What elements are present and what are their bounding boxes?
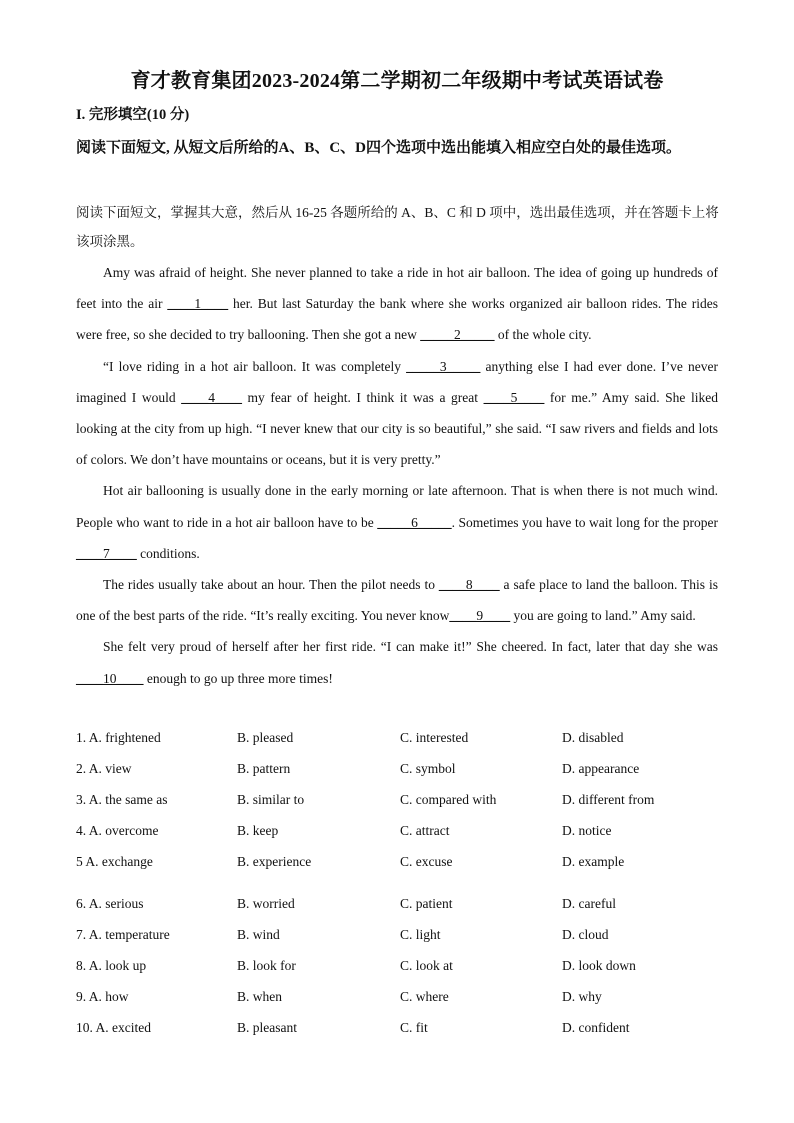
text: enough to go up three more times!	[143, 670, 333, 686]
option-a: 8. A. look up	[76, 958, 147, 973]
text: “I love riding in a hot air balloon. It was completely	[103, 358, 407, 374]
option-d: D. different from	[562, 792, 655, 807]
option-b: B. pleasant	[237, 1020, 297, 1035]
option-a: 2. A. view	[76, 761, 132, 776]
option-row-3	[76, 788, 736, 819]
cloze-passage	[76, 257, 718, 694]
option-row-7	[76, 923, 736, 954]
option-c: C. interested	[400, 730, 469, 745]
option-c: C. patient	[400, 896, 453, 911]
instruction: 阅读下面短文，掌握其大意，然后从 16-25 各题所给的 A、B、C 和 D 项中，选出最佳选项，并在答题卡上将该项涂黑。	[76, 205, 719, 249]
option-d: D. notice	[562, 823, 612, 838]
option-row-9	[76, 985, 736, 1016]
text: a safe place to land the balloon. This is one of the best parts of the ride. “It’s really exciting. You never know	[76, 577, 718, 624]
text: her. But last Saturday the bank where she works organized air balloon rides. The rides were free, so she decided to try ballooning. Then she got a new	[76, 296, 718, 343]
option-row-10	[76, 1016, 736, 1047]
option-b: B. look for	[237, 958, 296, 973]
option-b: B. similar to	[237, 792, 305, 807]
option-row-4	[76, 819, 736, 850]
paragraph-5	[76, 631, 718, 693]
option-a: 3. A. the same as	[76, 792, 168, 807]
option-c: C. light	[400, 927, 441, 942]
text: . Sometimes you have to wait long for the proper	[451, 514, 718, 530]
paragraph-1	[76, 257, 718, 351]
option-b: B. keep	[237, 823, 279, 838]
option-b: B. when	[237, 989, 282, 1004]
option-d: D. cloud	[562, 927, 609, 942]
answer-options	[76, 726, 736, 1047]
option-c: C. look at	[400, 958, 453, 973]
option-c: C. attract	[400, 823, 450, 838]
exam-title: 育才教育集团2023-2024第二学期初二年级期中考试英语试卷	[130, 70, 664, 92]
text: Amy was afraid of height. She never planned to take a ride in hot air balloon. The idea of going up hundreds of feet into the air	[76, 265, 718, 312]
option-a: 1. A. frightened	[76, 730, 161, 745]
option-c: C. compared with	[400, 792, 497, 807]
text: my fear of height. I think it was a great	[241, 389, 484, 405]
paragraph-2	[76, 351, 718, 476]
option-a: 5 A. exchange	[76, 854, 153, 869]
option-a: 4. A. overcome	[76, 823, 159, 838]
blank-3: _____3_____	[406, 358, 481, 374]
option-a: 9. A. how	[76, 989, 129, 1004]
option-a: 10. A. excited	[76, 1020, 151, 1035]
text: conditions.	[136, 545, 200, 561]
option-d: D. appearance	[562, 761, 640, 776]
blank-4: ____4____	[181, 389, 242, 405]
paragraph-4	[76, 569, 718, 631]
option-a: 6. A. serious	[76, 896, 144, 911]
option-d: D. why	[562, 989, 602, 1004]
blank-2: _____2_____	[420, 327, 495, 343]
option-row-6	[76, 892, 736, 923]
option-d: D. look down	[562, 958, 636, 973]
blank-10: ____10____	[76, 670, 144, 686]
option-d: D. example	[562, 854, 625, 869]
blank-1: ____1____	[167, 296, 229, 312]
text: The rides usually take about an hour. Then the pilot needs to	[103, 577, 439, 593]
text: for me.” Amy said. She liked looking at the city from up high. “I never knew that our city is so beautiful,” she said. “I saw rivers and fields and lots of colors. We don’t have mountains or oceans, but it is very pretty.”	[76, 389, 718, 468]
option-c: C. excuse	[400, 854, 453, 869]
blank-5: ____5____	[483, 389, 545, 405]
text: She felt very proud of herself after her first ride. “I can make it!” She cheered. In fact, later that day she was	[103, 639, 718, 655]
option-row-1	[76, 726, 736, 757]
option-d: D. confident	[562, 1020, 630, 1035]
option-c: C. where	[400, 989, 449, 1004]
blank-7: ____7____	[76, 545, 137, 561]
option-d: D. careful	[562, 896, 616, 911]
text: you are going to land.” Amy said.	[510, 608, 696, 624]
text: Hot air ballooning is usually done in the early morning or late afternoon. That is when there is not much wind. People who want to ride in a hot air balloon have to be	[76, 483, 718, 530]
blank-9: ____9____	[449, 608, 511, 624]
option-b: B. wind	[237, 927, 280, 942]
option-c: C. fit	[400, 1020, 428, 1035]
blank-8: ____8____	[438, 577, 500, 593]
option-a: 7. A. temperature	[76, 927, 170, 942]
option-d: D. disabled	[562, 730, 624, 745]
blank-6: _____6_____	[377, 514, 452, 530]
option-b: B. pleased	[237, 730, 294, 745]
option-c: C. symbol	[400, 761, 456, 776]
option-b: B. worried	[237, 896, 295, 911]
paragraph-3	[76, 475, 718, 569]
bold-instruction: 阅读下面短文, 从短文后所给的A、B、C、D四个选项中选出能填入相应空白处的最佳选项。	[76, 140, 682, 156]
text: of the whole city.	[494, 327, 592, 343]
option-row-2	[76, 757, 736, 788]
section-heading: I. 完形填空(10 分)	[76, 107, 190, 123]
option-row-5	[76, 850, 736, 892]
option-b: B. experience	[237, 854, 312, 869]
option-row-8	[76, 954, 736, 985]
option-b: B. pattern	[237, 761, 291, 776]
text: anything else I had ever done. I’ve never imagined I would	[76, 358, 718, 405]
